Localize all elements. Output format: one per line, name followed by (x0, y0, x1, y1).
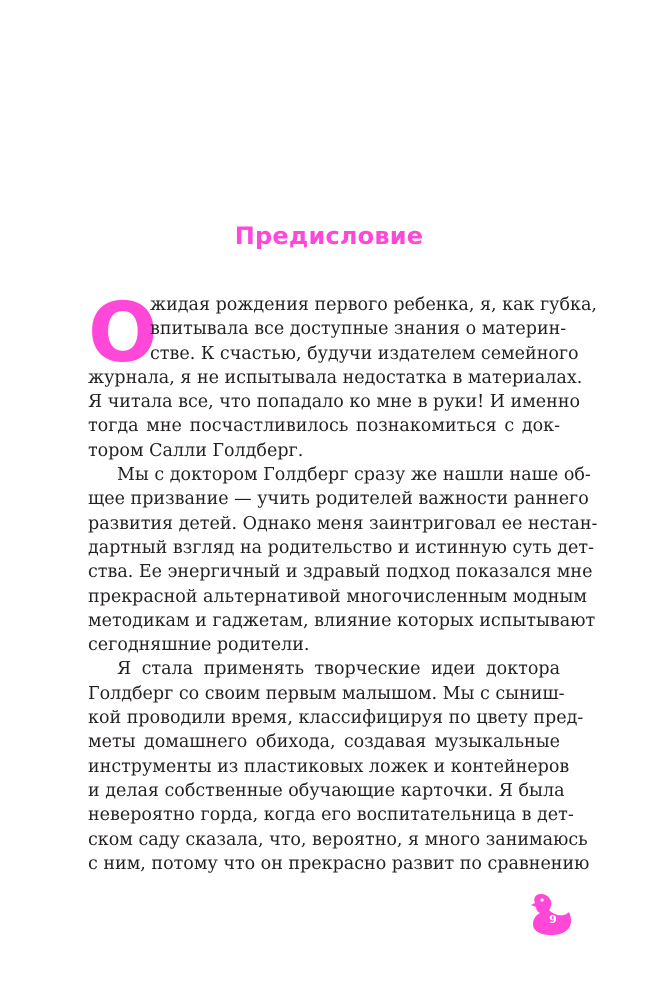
text-line: сегодняшние родители. (88, 635, 310, 656)
text-line: развития детей. Однако меня заинтриговал ее нестан- (88, 513, 598, 534)
text-line: журнала, я не испытывала недостатка в материалах. (88, 367, 583, 388)
text-line: щее призвание — учить родителей важности раннего (88, 489, 589, 510)
text-line: жидая рождения первого ребенка, я, как губка, (150, 295, 597, 315)
text-line: методикам и гаджетам, влияние которых испытывают (88, 610, 596, 631)
text-line: невероятно горда, когда его воспитательница в дет- (88, 805, 574, 826)
page-number: 9 (549, 913, 557, 926)
text-line: дартный взгляд на родительство и истинную суть дет- (88, 537, 594, 558)
text-line: Я читала все, что попадало ко мне в руки! И именно (88, 392, 581, 413)
text-line: впитывала все доступные знания о материн- (150, 319, 567, 340)
body-text (88, 286, 598, 876)
text-line: Мы с доктором Голдберг сразу же нашли наше об- (117, 465, 591, 486)
duck-icon (527, 888, 575, 936)
text-line: прекрасной альтернативой многочисленным модным (88, 586, 587, 607)
text-line: тором Салли Голдберг. (88, 440, 304, 461)
text-line: кой проводили время, классифицируя по цвету пред- (88, 708, 584, 729)
text-line: Голдберг со своим первым малышом. Мы с сыниш- (88, 683, 565, 704)
text-line: тогда мне посчастливилось познакомиться с док- (88, 416, 560, 437)
text-line: и делая собственные обучающие карточки. Я была (88, 780, 565, 801)
drop-cap: О (88, 286, 158, 381)
text-line: стве. К счастью, будучи издателем семейного (150, 343, 579, 364)
text-line: ском саду сказала, что, вероятно, я много занимаюсь (88, 829, 588, 850)
text-line: Я стала применять творческие идеи доктора (117, 659, 560, 680)
text-line: инструменты из пластиковых ложек и контейнеров (88, 756, 570, 777)
duck-eye (540, 898, 543, 901)
text-line: меты домашнего обихода, создавая музыкальные (88, 732, 560, 753)
text-line: ства. Ее энергичный и здравый подход показался мне (88, 562, 593, 583)
text-line: с ним, потому что он прекрасно развит по сравнению (88, 853, 590, 874)
page-title: Предисловие (234, 222, 424, 250)
